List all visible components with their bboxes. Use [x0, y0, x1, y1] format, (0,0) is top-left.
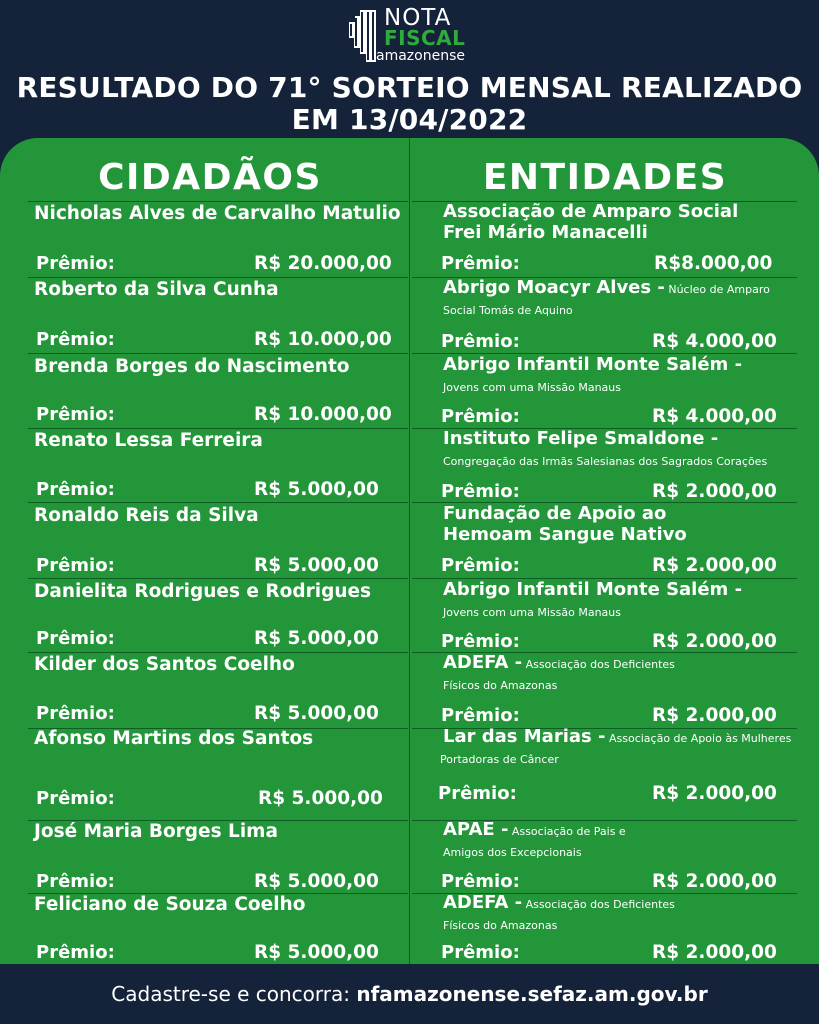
entity-description-inline: Associação de Apoio às Mulheres — [605, 732, 792, 745]
entity-prize-label: Prêmio: — [441, 705, 520, 726]
row-divider — [28, 353, 408, 354]
entity-name — [443, 892, 798, 915]
citizen-prize-value: R$ 10.000,00 — [254, 404, 392, 425]
entity-description-inline: Associação dos Deficientes — [522, 658, 675, 671]
citizen-prize-value: R$ 5.000,00 — [254, 555, 379, 576]
entity-title-line-2: Hemoam Sangue Nativo — [443, 524, 687, 545]
entity-description: Portadoras de Câncer — [440, 753, 559, 766]
footer-text: Cadastre-se e concorra: — [111, 982, 350, 1006]
citizen-prize-value: R$ 5.000,00 — [254, 942, 379, 963]
row-divider — [28, 502, 408, 503]
row-divider — [28, 428, 408, 429]
citizen-prize-label: Prêmio: — [36, 871, 115, 892]
citizen-prize-value: R$ 5.000,00 — [254, 628, 379, 649]
entity-name — [443, 277, 798, 300]
page-title-line-2: EM 13/04/2022 — [291, 103, 528, 136]
column-header-entities: ENTIDADES — [482, 157, 728, 198]
citizen-name: Roberto da Silva Cunha — [34, 279, 279, 300]
entity-prize-label: Prêmio: — [441, 253, 520, 274]
entity-title: APAE - — [443, 819, 509, 840]
entity-name — [443, 579, 798, 600]
entity-prize-value: R$ 4.000,00 — [652, 406, 777, 427]
entity-title: Abrigo Infantil Monte Salém - — [443, 579, 743, 600]
entity-name — [443, 652, 798, 675]
entity-prize-value: R$ 2.000,00 — [652, 705, 777, 726]
citizen-prize-value: R$ 10.000,00 — [254, 329, 392, 350]
entity-title: Fundação de Apoio ao — [443, 503, 667, 524]
entity-prize-value: R$ 2.000,00 — [652, 555, 777, 576]
entity-description: Físicos do Amazonas — [443, 679, 558, 692]
entity-name — [443, 428, 798, 449]
citizen-prize-value: R$ 5.000,00 — [254, 479, 379, 500]
entity-prize-value: R$8.000,00 — [654, 253, 773, 274]
citizen-prize-label: Prêmio: — [36, 703, 115, 724]
citizen-prize-label: Prêmio: — [36, 479, 115, 500]
entity-title: ADEFA - — [443, 892, 523, 913]
citizen-prize-label: Prêmio: — [36, 942, 115, 963]
entity-prize-label: Prêmio: — [441, 481, 520, 502]
entity-description-inline: Núcleo de Amparo — [664, 283, 770, 296]
citizen-prize-label: Prêmio: — [36, 555, 115, 576]
citizen-name: Danielita Rodrigues e Rodrigues — [34, 581, 372, 602]
column-header-citizens: CIDADÃOS — [98, 157, 322, 198]
footer — [0, 964, 819, 1024]
entity-prize-value: R$ 2.000,00 — [652, 942, 777, 963]
entity-title: Associação de Amparo Social — [443, 201, 739, 222]
entity-prize-value: R$ 2.000,00 — [652, 631, 777, 652]
entity-prize-label: Prêmio: — [441, 555, 520, 576]
citizen-prize-label: Prêmio: — [36, 628, 115, 649]
citizen-name: Nicholas Alves de Carvalho Matulio — [34, 203, 401, 224]
entity-title: Abrigo Moacyr Alves - — [443, 277, 665, 298]
citizen-prize-label: Prêmio: — [36, 329, 115, 350]
entity-prize-label: Prêmio: — [441, 942, 520, 963]
citizen-prize-value: R$ 5.000,00 — [258, 788, 383, 809]
nota-fiscal-logo — [346, 6, 476, 68]
citizen-prize-value: R$ 20.000,00 — [254, 253, 392, 274]
citizen-prize-value: R$ 5.000,00 — [254, 703, 379, 724]
entity-prize-label: Prêmio: — [441, 631, 520, 652]
entity-prize-label: Prêmio: — [441, 406, 520, 427]
citizen-prize-value: R$ 5.000,00 — [254, 871, 379, 892]
entity-description: Jovens com uma Missão Manaus — [443, 381, 621, 394]
entity-description: Social Tomás de Aquino — [443, 304, 573, 317]
footer-link[interactable]: nfamazonense.sefaz.am.gov.br — [356, 982, 708, 1006]
entity-title: ADEFA - — [443, 652, 523, 673]
row-divider — [28, 201, 408, 202]
page-title-line-1: RESULTADO DO 71° SORTEIO MENSAL REALIZADO — [16, 71, 803, 104]
entity-description: Jovens com uma Missão Manaus — [443, 606, 621, 619]
row-divider — [28, 277, 408, 278]
row-divider — [28, 578, 408, 579]
entity-prize-value: R$ 2.000,00 — [652, 871, 777, 892]
citizen-name: Renato Lessa Ferreira — [34, 430, 263, 451]
citizen-name: Ronaldo Reis da Silva — [34, 505, 259, 526]
logo-nota-text: NOTA — [384, 5, 452, 31]
results-panel — [0, 138, 819, 964]
entity-prize-label: Prêmio: — [438, 783, 517, 804]
entity-description: Físicos do Amazonas — [443, 919, 558, 932]
entity-description: Congregação das Irmãs Salesianas dos Sagrados Corações — [443, 455, 768, 468]
citizen-prize-label: Prêmio: — [36, 404, 115, 425]
entity-description: Amigos dos Excepcionais — [443, 846, 582, 859]
row-divider — [28, 652, 408, 653]
citizen-name: José Maria Borges Lima — [34, 821, 278, 842]
entity-title: Lar das Marias - — [443, 726, 606, 747]
entity-title: Abrigo Infantil Monte Salém - — [443, 354, 743, 375]
citizen-prize-label: Prêmio: — [36, 788, 115, 809]
entity-prize-value: R$ 2.000,00 — [652, 783, 777, 804]
column-divider — [409, 138, 410, 964]
entity-name — [443, 503, 798, 545]
citizen-name: Afonso Martins dos Santos — [34, 728, 314, 749]
entity-name — [443, 354, 798, 375]
logo-fiscal-text: FISCAL — [384, 26, 466, 50]
entity-name — [443, 819, 798, 842]
entity-description-inline: Associação dos Deficientes — [522, 898, 675, 911]
logo-amazonense-text: amazonense — [376, 48, 465, 64]
entity-prize-value: R$ 4.000,00 — [652, 331, 777, 352]
entity-prize-label: Prêmio: — [441, 871, 520, 892]
citizen-name: Kilder dos Santos Coelho — [34, 654, 295, 675]
entity-name — [443, 726, 798, 749]
citizen-name: Feliciano de Souza Coelho — [34, 894, 306, 915]
entity-prize-value: R$ 2.000,00 — [652, 481, 777, 502]
entity-title-line-2: Frei Mário Manacelli — [443, 222, 648, 243]
citizen-prize-label: Prêmio: — [36, 253, 115, 274]
entity-title: Instituto Felipe Smaldone - — [443, 428, 719, 449]
page-title — [0, 72, 819, 136]
entity-description-inline: Associação de Pais e — [508, 825, 626, 838]
entity-prize-label: Prêmio: — [441, 331, 520, 352]
citizen-name: Brenda Borges do Nascimento — [34, 356, 350, 377]
entity-name — [443, 201, 798, 243]
amazonas-map-logo-icon — [346, 8, 380, 64]
